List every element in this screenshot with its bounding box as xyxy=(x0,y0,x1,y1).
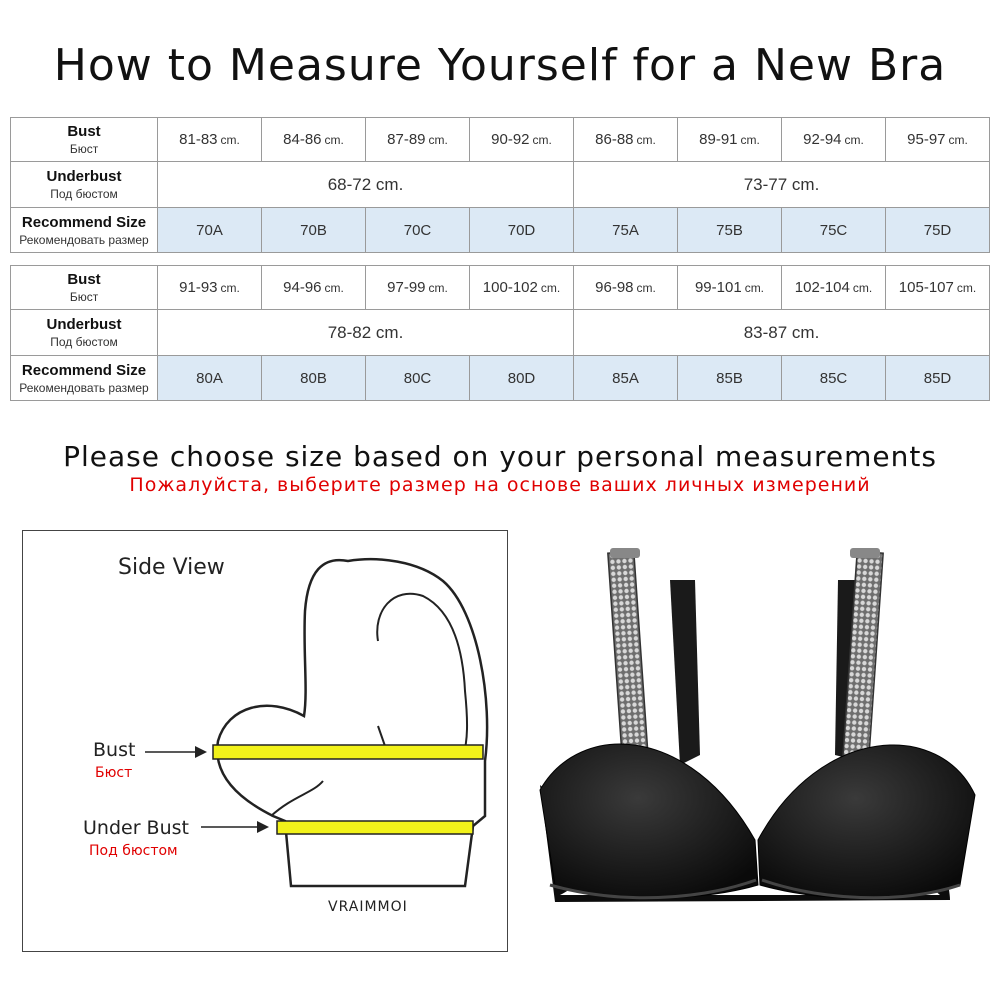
bust-value: 92-94 xyxy=(803,131,842,148)
size-cell: 85B xyxy=(678,356,782,401)
bust-value: 105-107 xyxy=(898,279,954,296)
size-cell: 85A xyxy=(574,356,678,401)
bust-cell xyxy=(262,118,366,162)
bust-value: 96-98 xyxy=(595,279,634,296)
bust-value: 100-102 xyxy=(482,279,538,296)
bust-cell xyxy=(886,118,990,162)
bust-value: 91-93 xyxy=(179,279,218,296)
unit-label: cm. xyxy=(636,133,656,147)
recommend-label-cell xyxy=(11,208,158,253)
bust-label-cell xyxy=(11,266,158,310)
size-cell: 70B xyxy=(262,208,366,253)
bust-cell xyxy=(574,266,678,310)
unit-label: cm. xyxy=(540,281,561,295)
side-view-diagram xyxy=(22,530,508,952)
underbust-cell: 83-87 cm. xyxy=(574,310,990,356)
bra-product-photo xyxy=(520,540,990,940)
recommend-label: Recommend Size xyxy=(21,213,147,231)
bust-label-cell xyxy=(11,118,158,162)
bust-cell xyxy=(470,266,574,310)
bust-cell xyxy=(262,266,366,310)
bust-value: 94-96 xyxy=(283,279,322,296)
bust-cell xyxy=(678,118,782,162)
size-cell: 70C xyxy=(366,208,470,253)
size-cell: 75B xyxy=(678,208,782,253)
page-title: How to Measure Yourself for a New Bra xyxy=(53,40,947,91)
size-cell: 80D xyxy=(470,356,574,401)
size-notice: Please choose size based on your personal measurements xyxy=(63,440,937,473)
bust-value: 95-97 xyxy=(907,131,946,148)
unit-label: cm. xyxy=(324,133,344,147)
bra-illustration xyxy=(520,540,990,940)
bust-cell xyxy=(158,266,262,310)
bust-cell xyxy=(158,118,262,162)
recommend-label: Recommend Size xyxy=(21,361,147,379)
size-cell: 80A xyxy=(158,356,262,401)
bust-value: 81-83 xyxy=(179,131,218,148)
unit-label: cm. xyxy=(220,281,240,295)
bust-value: 87-89 xyxy=(387,131,426,148)
unit-label: cm. xyxy=(956,281,977,295)
bust-value: 102-104 xyxy=(794,279,850,296)
size-table-1 xyxy=(10,117,990,253)
bust-diagram-label-ru: Бюст xyxy=(95,765,133,781)
unit-label: cm. xyxy=(324,281,344,295)
underbust-label: Underbust xyxy=(46,168,122,185)
bust-cell xyxy=(678,266,782,310)
bust-cell xyxy=(366,118,470,162)
size-cell: 80C xyxy=(366,356,470,401)
unit-label: cm. xyxy=(636,281,656,295)
size-cell: 85C xyxy=(782,356,886,401)
unit-label: cm. xyxy=(844,133,864,147)
bust-label-ru: Бюст xyxy=(69,142,99,156)
recommend-row xyxy=(11,356,990,401)
unit-label: cm. xyxy=(852,281,873,295)
unit-label: cm. xyxy=(948,133,968,147)
bust-value: 86-88 xyxy=(595,131,634,148)
size-cell: 70A xyxy=(158,208,262,253)
unit-label: cm. xyxy=(744,281,765,295)
recommend-label-ru: Рекомендовать размер xyxy=(19,380,149,395)
size-cell: 75A xyxy=(574,208,678,253)
bust-cell xyxy=(470,118,574,162)
diagram-title: Side View xyxy=(118,555,225,580)
underbust-label-ru: Под бюстом xyxy=(50,335,118,349)
unit-label: cm. xyxy=(532,133,552,147)
unit-label: cm. xyxy=(740,133,760,147)
bust-value: 90-92 xyxy=(491,131,530,148)
bust-label: Bust xyxy=(67,271,101,288)
underbust-row xyxy=(11,162,990,208)
brand-label: VRAIMMOI xyxy=(328,899,408,915)
bust-value: 84-86 xyxy=(283,131,322,148)
bust-value: 89-91 xyxy=(699,131,738,148)
unit-label: cm. xyxy=(428,281,448,295)
underbust-cell: 68-72 cm. xyxy=(158,162,574,208)
unit-label: cm. xyxy=(220,133,240,147)
bust-cell xyxy=(886,266,990,310)
bust-cell xyxy=(574,118,678,162)
underbust-cell: 78-82 cm. xyxy=(158,310,574,356)
bust-diagram-label: Bust xyxy=(93,739,136,761)
size-cell: 75D xyxy=(886,208,990,253)
underbust-cell: 73-77 cm. xyxy=(574,162,990,208)
recommend-label-ru: Рекомендовать размер xyxy=(19,232,149,247)
size-cell: 80B xyxy=(262,356,366,401)
size-notice-ru: Пожалуйста, выберите размер на основе ваших личных измерений xyxy=(129,474,871,496)
recommend-row xyxy=(11,208,990,253)
underbust-row xyxy=(11,310,990,356)
size-cell: 70D xyxy=(470,208,574,253)
bust-row xyxy=(11,118,990,162)
bust-value: 99-101 xyxy=(694,279,742,296)
bust-cell xyxy=(782,266,886,310)
underbust-label-cell xyxy=(11,310,158,356)
size-table-2 xyxy=(10,265,990,401)
unit-label: cm. xyxy=(428,133,448,147)
bust-row xyxy=(11,266,990,310)
underbust-label-cell xyxy=(11,162,158,208)
under-bust-diagram-label-ru: Под бюстом xyxy=(89,843,178,859)
bust-label: Bust xyxy=(67,123,101,140)
bust-cell xyxy=(782,118,886,162)
recommend-label-cell xyxy=(11,356,158,401)
under-bust-diagram-label: Under Bust xyxy=(83,817,189,839)
bust-value: 97-99 xyxy=(387,279,426,296)
size-cell: 75C xyxy=(782,208,886,253)
size-cell: 85D xyxy=(886,356,990,401)
underbust-label: Underbust xyxy=(46,316,122,333)
underbust-label-ru: Под бюстом xyxy=(50,187,118,201)
bust-label-ru: Бюст xyxy=(69,290,99,304)
bust-cell xyxy=(366,266,470,310)
